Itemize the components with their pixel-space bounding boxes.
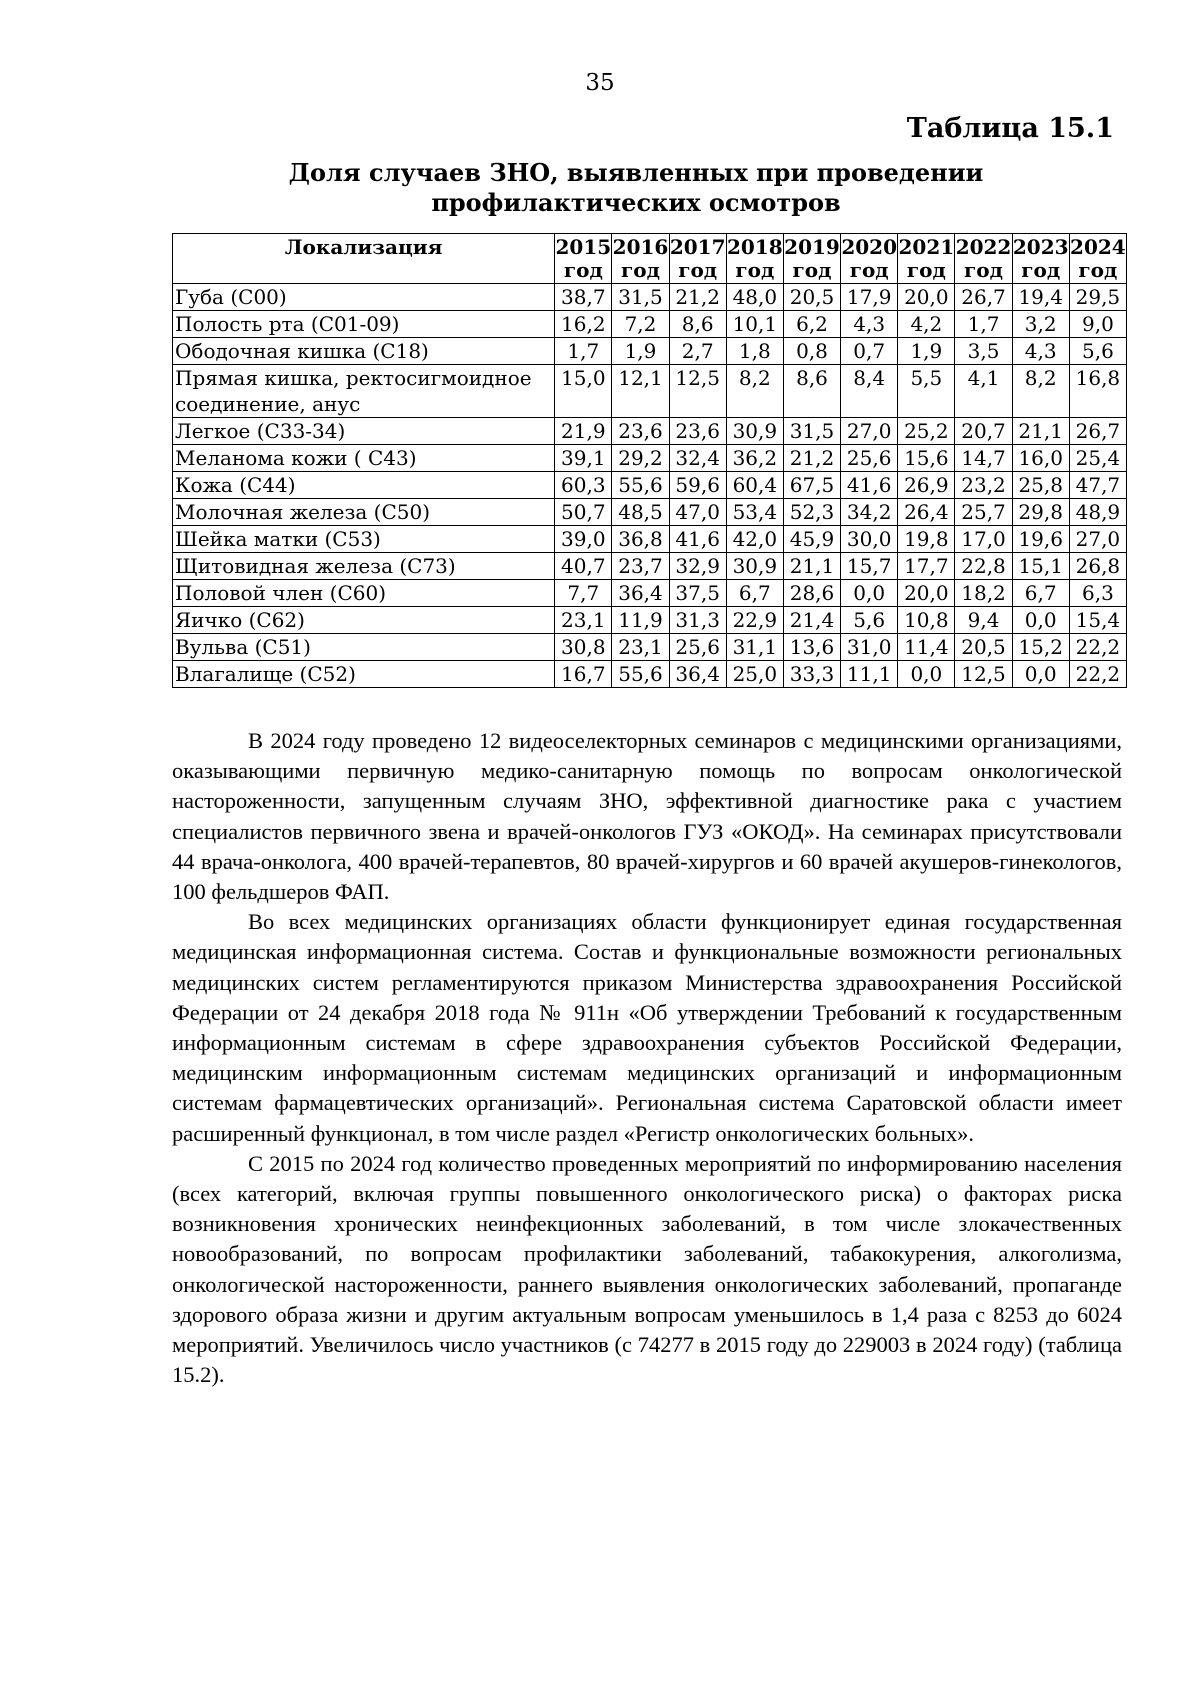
value-cell: 15,0 [555,365,612,418]
value-cell: 6,2 [783,311,840,338]
localization-header: Локализация [173,234,555,284]
value-cell: 2,7 [669,338,726,365]
value-cell: 1,9 [898,338,955,365]
value-cell: 55,6 [612,661,669,688]
value-cell: 30,8 [555,634,612,661]
table-row [173,472,1127,499]
year-header-2018 [726,234,783,284]
value-cell: 23,1 [612,634,669,661]
value-cell: 31,3 [669,607,726,634]
value-cell: 9,4 [955,607,1012,634]
value-cell: 3,5 [955,338,1012,365]
localization-cell: Ободочная кишка (С18) [173,338,555,365]
value-cell: 16,7 [555,661,612,688]
value-cell: 39,0 [555,526,612,553]
year-header-suffix: год [563,258,603,282]
value-cell: 0,7 [841,338,898,365]
value-cell: 34,2 [841,499,898,526]
value-cell: 6,3 [1069,580,1126,607]
table-row [173,284,1127,311]
value-cell: 21,9 [555,418,612,445]
year-header-2021 [898,234,955,284]
value-cell: 16,2 [555,311,612,338]
value-cell: 28,6 [783,580,840,607]
value-cell: 15,1 [1012,553,1069,580]
value-cell: 12,5 [669,365,726,418]
table-row [173,338,1127,365]
value-cell: 29,8 [1012,499,1069,526]
table-row [173,365,1127,418]
value-cell: 8,6 [783,365,840,418]
value-cell: 0,8 [783,338,840,365]
value-cell: 42,0 [726,526,783,553]
value-cell: 0,0 [1012,607,1069,634]
table-row [173,634,1127,661]
value-cell: 25,6 [841,445,898,472]
value-cell: 41,6 [669,526,726,553]
table-row [173,311,1127,338]
value-cell: 25,2 [898,418,955,445]
value-cell: 20,0 [898,284,955,311]
value-cell: 22,2 [1069,634,1126,661]
value-cell: 32,4 [669,445,726,472]
value-cell: 26,7 [1069,418,1126,445]
year-header-2020 [841,234,898,284]
localization-cell: Легкое (С33-34) [173,418,555,445]
value-cell: 5,6 [1069,338,1126,365]
value-cell: 20,0 [898,580,955,607]
value-cell: 41,6 [841,472,898,499]
value-cell: 48,9 [1069,499,1126,526]
year-header-suffix: год [906,258,946,282]
value-cell: 6,7 [1012,580,1069,607]
value-cell: 15,7 [841,553,898,580]
table-title [236,158,1036,218]
value-cell: 60,4 [726,472,783,499]
value-cell: 31,5 [783,418,840,445]
value-cell: 30,9 [726,553,783,580]
value-cell: 29,2 [612,445,669,472]
value-cell: 36,8 [612,526,669,553]
localization-cell: Губа (С00) [173,284,555,311]
value-cell: 22,9 [726,607,783,634]
value-cell: 4,3 [841,311,898,338]
year-header-2015 [555,234,612,284]
value-cell: 19,8 [898,526,955,553]
value-cell: 1,9 [612,338,669,365]
value-cell: 7,7 [555,580,612,607]
localization-cell: Меланома кожи ( С43) [173,445,555,472]
value-cell: 14,7 [955,445,1012,472]
value-cell: 31,5 [612,284,669,311]
value-cell: 25,8 [1012,472,1069,499]
value-cell: 53,4 [726,499,783,526]
table-label: Таблица 15.1 [906,113,1114,144]
value-cell: 25,4 [1069,445,1126,472]
localization-cell: Щитовидная железа (С73) [173,553,555,580]
value-cell: 25,7 [955,499,1012,526]
year-header-2023 [1012,234,1069,284]
value-cell: 50,7 [555,499,612,526]
year-header-value: 2022 [955,235,1012,259]
localization-cell: Вульва (С51) [173,634,555,661]
year-header-suffix: год [678,258,718,282]
value-cell: 16,8 [1069,365,1126,418]
table-header-row [173,234,1127,284]
year-header-value: 2024 [1070,235,1126,259]
value-cell: 12,5 [955,661,1012,688]
value-cell: 23,6 [669,418,726,445]
value-cell: 18,2 [955,580,1012,607]
value-cell: 22,2 [1069,661,1126,688]
localization-cell: Молочная железа (С50) [173,499,555,526]
value-cell: 0,0 [898,661,955,688]
table-row [173,607,1127,634]
value-cell: 17,9 [841,284,898,311]
table-row [173,445,1127,472]
value-cell: 15,6 [898,445,955,472]
year-header-value: 2018 [727,235,783,259]
localization-cell: Яичко (С62) [173,607,555,634]
value-cell: 12,1 [612,365,669,418]
value-cell: 23,7 [612,553,669,580]
value-cell: 11,1 [841,661,898,688]
value-cell: 17,7 [898,553,955,580]
year-header-2019 [783,234,840,284]
value-cell: 47,0 [669,499,726,526]
localization-cell: Кожа (С44) [173,472,555,499]
value-cell: 27,0 [1069,526,1126,553]
value-cell: 1,7 [955,311,1012,338]
value-cell: 36,2 [726,445,783,472]
value-cell: 25,0 [726,661,783,688]
value-cell: 38,7 [555,284,612,311]
value-cell: 37,5 [669,580,726,607]
value-cell: 4,1 [955,365,1012,418]
data-table [172,233,1127,688]
value-cell: 21,2 [669,284,726,311]
year-header-value: 2016 [612,235,669,259]
year-header-suffix: год [792,258,832,282]
value-cell: 55,6 [612,472,669,499]
value-cell: 8,4 [841,365,898,418]
value-cell: 31,1 [726,634,783,661]
value-cell: 36,4 [669,661,726,688]
year-header-suffix: год [849,258,889,282]
value-cell: 20,7 [955,418,1012,445]
year-header-value: 2023 [1012,235,1069,259]
value-cell: 10,8 [898,607,955,634]
value-cell: 60,3 [555,472,612,499]
value-cell: 30,9 [726,418,783,445]
value-cell: 23,2 [955,472,1012,499]
value-cell: 21,1 [1012,418,1069,445]
value-cell: 21,1 [783,553,840,580]
year-header-suffix: год [1021,258,1061,282]
value-cell: 21,4 [783,607,840,634]
year-header-2024 [1069,234,1126,284]
value-cell: 4,2 [898,311,955,338]
body-text [172,726,1122,1390]
value-cell: 32,9 [669,553,726,580]
year-header-value: 2019 [784,235,840,259]
paragraph: В 2024 году проведено 12 видеоселекторных семинаров с медицинскими организациями, оказывающими первичную медико-санитарную помощь по вопросам онкологической настороженности, запущенным случаям ЗНО, эффективной диагностике рака с участием специалистов первичного звена и врачей-онкологов ГУЗ «ОКОД». На семинарах присутствовали 44 врача-онколога, 400 врачей-терапевтов, 80 врачей-хирургов и 60 врачей акушеров-гинекологов, 100 фельдшеров ФАП. [172,728,1122,905]
localization-cell: Прямая кишка, ректосигмоидное соединение, анус [173,365,555,418]
table-row [173,499,1127,526]
value-cell: 40,7 [555,553,612,580]
year-header-2016 [612,234,669,284]
value-cell: 11,9 [612,607,669,634]
value-cell: 39,1 [555,445,612,472]
value-cell: 5,6 [841,607,898,634]
value-cell: 29,5 [1069,284,1126,311]
value-cell: 26,9 [898,472,955,499]
value-cell: 30,0 [841,526,898,553]
value-cell: 45,9 [783,526,840,553]
year-header-suffix: год [735,258,775,282]
value-cell: 9,0 [1069,311,1126,338]
table-row [173,553,1127,580]
value-cell: 3,2 [1012,311,1069,338]
localization-cell: Шейка матки (С53) [173,526,555,553]
value-cell: 20,5 [955,634,1012,661]
page-number: 35 [585,70,615,96]
value-cell: 4,3 [1012,338,1069,365]
value-cell: 20,5 [783,284,840,311]
value-cell: 47,7 [1069,472,1126,499]
value-cell: 26,7 [955,284,1012,311]
localization-cell: Влагалище (С52) [173,661,555,688]
year-header-suffix: год [621,258,660,282]
value-cell: 26,8 [1069,553,1126,580]
value-cell: 48,0 [726,284,783,311]
year-header-2017 [669,234,726,284]
value-cell: 13,6 [783,634,840,661]
table-row [173,418,1127,445]
value-cell: 16,0 [1012,445,1069,472]
paragraph: С 2015 по 2024 год количество проведенных мероприятий по информированию населения (всех категорий, включая группы повышенного онкологического риска) о факторах риска возникновения хронических неинфекционных заболеваний, в том числе злокачественных новообразований, по вопросам профилактики заболеваний, табакокурения, алкоголизма, онкологической настороженности, раннего выявления онкологических заболеваний, пропаганде здорового образа жизни и другим актуальным вопросам уменьшилось в 1,4 раза с 8253 до 6024 мероприятий. Увеличилось число участников (с 74277 в 2015 году до 229003 в 2024 году) (таблица 15.2). [172,1150,1122,1388]
value-cell: 26,4 [898,499,955,526]
localization-cell: Половой член (С60) [173,580,555,607]
value-cell: 8,2 [1012,365,1069,418]
value-cell: 52,3 [783,499,840,526]
value-cell: 8,2 [726,365,783,418]
value-cell: 67,5 [783,472,840,499]
value-cell: 8,6 [669,311,726,338]
year-header-suffix: год [1078,258,1118,282]
table-row [173,580,1127,607]
year-header-value: 2015 [555,235,612,259]
value-cell: 25,6 [669,634,726,661]
table-title-line-1: Доля случаев ЗНО, выявленных при проведении [288,158,984,187]
localization-cell: Полость рта (С01-09) [173,311,555,338]
value-cell: 27,0 [841,418,898,445]
value-cell: 21,2 [783,445,840,472]
year-header-value: 2021 [898,235,955,259]
table-row [173,526,1127,553]
value-cell: 17,0 [955,526,1012,553]
value-cell: 11,4 [898,634,955,661]
value-cell: 5,5 [898,365,955,418]
table-title-line-2: профилактических осмотров [431,188,841,217]
value-cell: 6,7 [726,580,783,607]
value-cell: 7,2 [612,311,669,338]
value-cell: 19,4 [1012,284,1069,311]
year-header-2022 [955,234,1012,284]
value-cell: 36,4 [612,580,669,607]
value-cell: 0,0 [841,580,898,607]
value-cell: 1,8 [726,338,783,365]
value-cell: 23,1 [555,607,612,634]
value-cell: 0,0 [1012,661,1069,688]
value-cell: 33,3 [783,661,840,688]
value-cell: 15,2 [1012,634,1069,661]
value-cell: 10,1 [726,311,783,338]
table-body [173,284,1127,688]
table-row [173,661,1127,688]
year-header-value: 2020 [841,235,898,259]
value-cell: 23,6 [612,418,669,445]
paragraph: Во всех медицинских организациях области функционирует единая государственная медицинская информационная система. Состав и функциональные возможности региональных медицинских систем регламентируются приказом Министерства здравоохранения Российской Федерации от 24 декабря 2018 года № 911н «Об утверждении Требований к государственным информационным системам в сфере здравоохранения субъектов Российской Федерации, медицинским информационным системам медицинских организаций и информационным системам фармацевтических организаций». Региональная система Саратовской области имеет расширенный функционал, в том числе раздел «Регистр онкологических больных». [172,909,1122,1146]
year-header-value: 2017 [669,235,726,259]
value-cell: 22,8 [955,553,1012,580]
value-cell: 59,6 [669,472,726,499]
value-cell: 31,0 [841,634,898,661]
value-cell: 48,5 [612,499,669,526]
value-cell: 19,6 [1012,526,1069,553]
value-cell: 1,7 [555,338,612,365]
year-header-suffix: год [964,258,1003,282]
value-cell: 15,4 [1069,607,1126,634]
